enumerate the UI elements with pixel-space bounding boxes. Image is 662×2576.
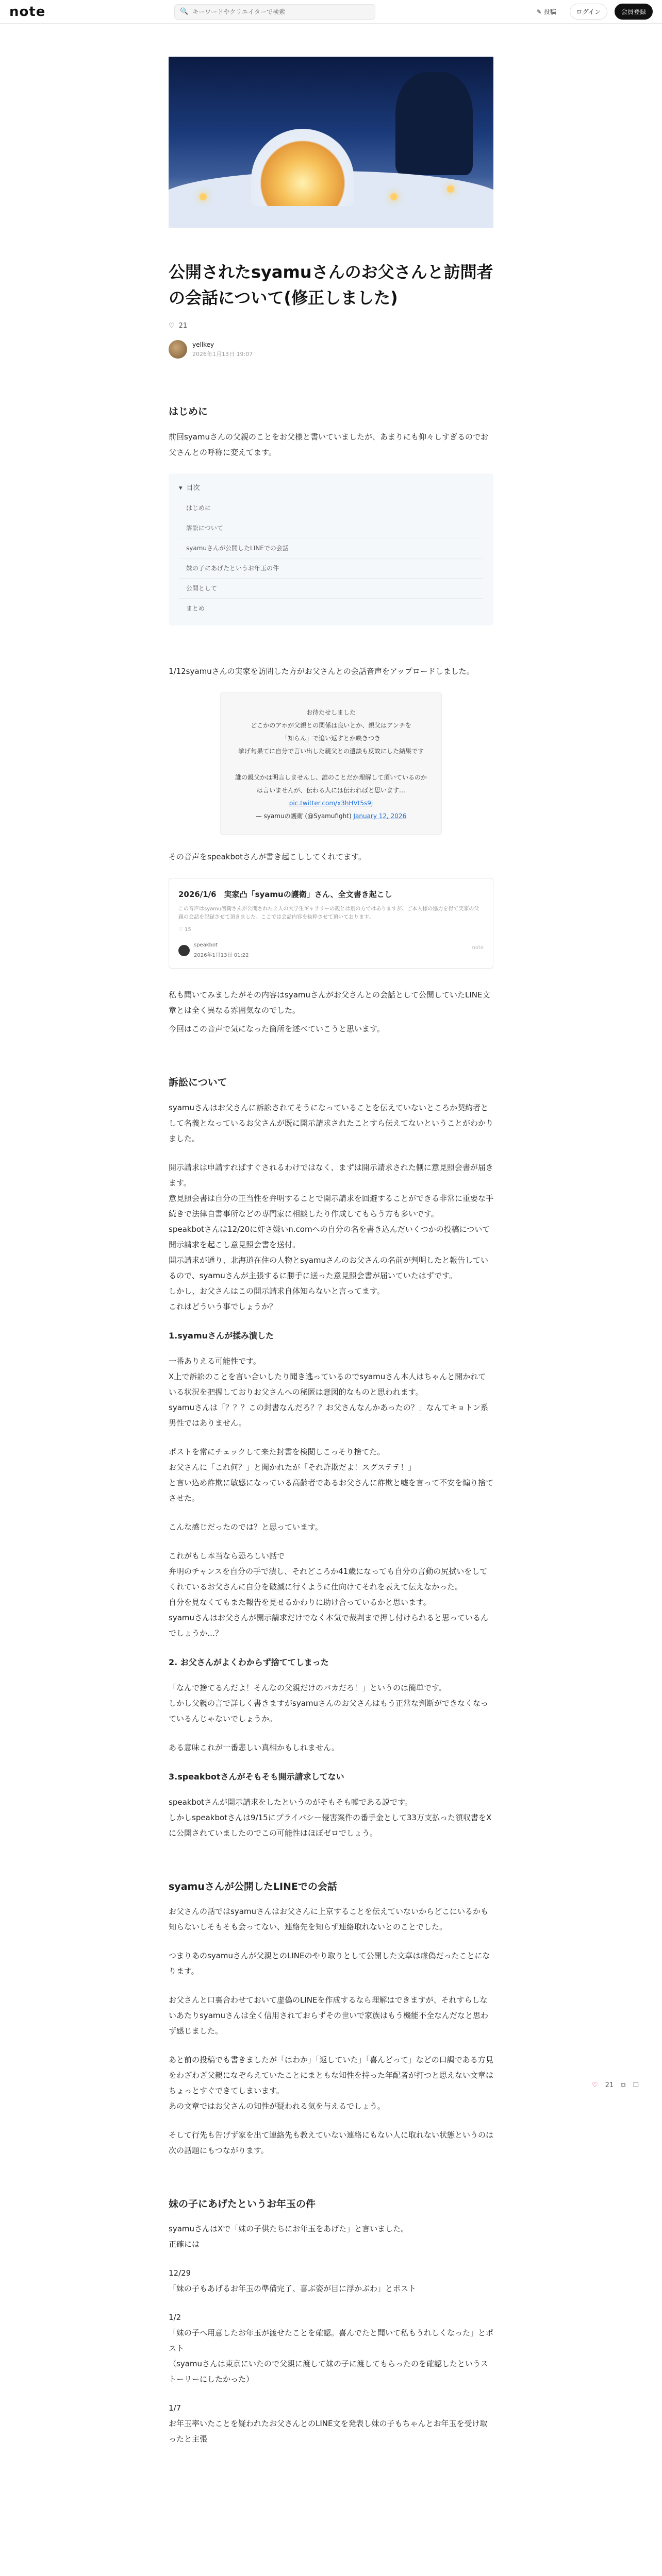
tree-shape <box>395 72 473 175</box>
section-intro <box>169 404 493 625</box>
embed-like-count: 15 <box>185 927 191 933</box>
paragraph: 開示請求が通り、北海道在住の人物とsyamuさんのお父さんの名前が判明したと報告しているので、syamuさんが主張するに勝手に送った意見照会書が届いていたはずです。 <box>169 1255 489 1280</box>
header-actions <box>531 4 653 20</box>
paragraph: お年玉率いたことを疑われたお父さんとのLINE文を発表し妹の子もちゃんとお年玉を受け取ったと主張 <box>169 2419 488 2444</box>
section-heading: はじめに <box>169 406 208 418</box>
table-of-contents <box>169 473 493 625</box>
paragraph: お父さんの話ではsyamuさんはお父さんに上京することを伝えていないからどこにいるかも知らないしそもそも会ってない、連絡先を知らず連絡取れないとのことでした。 <box>169 1907 489 1932</box>
paragraph: 12/29 <box>169 2268 191 2278</box>
tweet-line <box>234 758 428 771</box>
toc-item[interactable]: はじめに <box>179 498 483 518</box>
embed-likes <box>178 925 484 935</box>
tweet-title: お待たせしました <box>306 708 356 716</box>
paragraph: 「なんで捨てるんだよ！そんなの父親だけのバカだろ！」というのは簡単です。 <box>169 1683 446 1692</box>
paragraph: その音声をspeakbotさんが書き起こししてくれてます。 <box>169 852 366 862</box>
paragraph: あと前の投稿でも書きましたが「はわか」「返していた」「喜んどって」などの口調である方見をわざわざ父親になぞらえていたことにまともな知性を持った年配者が打つと思えない文章はちょっとすぐできてしまいます。 <box>169 2055 494 2096</box>
note-logo[interactable]: note <box>9 4 46 20</box>
paragraph: と言い込め詐欺に敏感になっている高齢者であるお父さんに詐欺と嘘を言って不安を煽り捨てさせた。 <box>169 1478 494 1503</box>
site-header <box>0 0 662 24</box>
paragraph: ポストを常にチェックして来た封書を検閲しこっそり捨てた。 <box>169 1447 385 1456</box>
embed-excerpt: この音声はsyamu護衛さんが公開された２人の大学生ギャラリーの親とは別の方ではありますが、ご本人様の協力を得て実家の父親の会話を記録させて頂きました。ここでは会話内容を抜粋させて頂いております。 <box>178 906 479 921</box>
paragraph: これはどういう事でしょうか？ <box>169 1301 277 1311</box>
paragraph: 意見照会書は自分の正当性を弁明することで開示請求を回避することができる非常に重要な手続きで法律自書事所などの専門家に相談したり作成してもらう方も多いです。 <box>169 1193 494 1218</box>
lamp-shape <box>200 193 207 200</box>
paragraph: syamuさんはお父さんに訴訟されてそうになっていることを伝えていないところか契約者として名義となっているお父さんが既に開示請求されたことすら伝えてないということがわかりました。 <box>169 1103 494 1143</box>
tweet-date[interactable]: January 12, 2026 <box>353 812 407 820</box>
paragraph: しかし父親の言で詳しく書きますがsyamuさんのお父さんはもう正常な判断ができなくなっているんじゃないでしょうか。 <box>169 1698 489 1723</box>
tweet-link[interactable]: pic.twitter.com/x3hHVt5s9j <box>289 799 373 807</box>
subsection-heading: 2. お父さんがよくわからず捨ててしまった <box>169 1657 329 1667</box>
paragraph: あの文章ではお父さんの知性が疑われる気を与えるでしょう。 <box>169 2102 385 2111</box>
article <box>169 57 493 2447</box>
paragraph: 1/12syamuさんの実家を訪問した方がお父さんとの会話音声をアップロードしました。 <box>169 666 474 676</box>
paragraph: syamuさんはXで「妹の子供たちにお年玉をあげた」と言いました。 <box>169 2224 409 2234</box>
toc-item[interactable]: まとめ <box>186 604 205 612</box>
embed-date: 2026年1月13日 01:22 <box>194 953 249 959</box>
toc-item[interactable]: 訴訟について <box>179 518 483 538</box>
section-heading: 訴訟について <box>169 1077 227 1089</box>
embed-author-name: speakbot <box>194 942 218 948</box>
login-button[interactable]: ログイン <box>570 4 607 20</box>
chevron-down-icon: ▾ <box>179 484 183 492</box>
embed-author[interactable] <box>178 940 249 961</box>
like-count: 21 <box>178 322 188 330</box>
section-audio <box>169 664 493 1037</box>
tweet-line: 「知らん」で追い返すとか喚きつき <box>281 734 380 742</box>
toc-toggle[interactable] <box>179 482 483 495</box>
paragraph: 一番ありえる可能性です。 <box>169 1356 261 1366</box>
toc-item[interactable]: 公開として <box>179 579 483 599</box>
section-line <box>169 1879 493 2158</box>
floating-actions <box>592 2081 639 2089</box>
paragraph: 私も聞いてみましたがその内容はsyamuさんがお父さんとの会話として公開していたLINE文章とは全く異なる雰囲気なのでした。 <box>169 990 490 1015</box>
tweet-line: 挙げ句果てに自分で言い出した親父との遺談も反故にした結果です <box>238 748 424 755</box>
article-likes[interactable] <box>169 322 493 330</box>
paragraph: そして行先も告げず家を出て連絡先も教えていない連絡にもない人に取れない状態というのは次の話題にもつながります。 <box>169 2130 494 2156</box>
paragraph: X上で訴訟のことを言い合いしたり聞き逃っているのでsyamuさん本人はちゃんと開かれている状況を把握しておりお父さんへの秘匿は意図的なものと思われます。 <box>169 1371 486 1397</box>
author-block[interactable] <box>169 340 493 359</box>
embedded-tweet[interactable] <box>220 692 442 835</box>
paragraph: これがもし本当なら恐ろしい話で <box>169 1551 285 1561</box>
search-input[interactable] <box>192 8 370 15</box>
lamp-shape <box>390 193 398 200</box>
embed-title[interactable]: 2026/1/6 実家凸「syamuの護衛」さん、全文書き起こし <box>178 890 392 900</box>
section-heading: 妹の子にあげたというお年玉の件 <box>169 2198 316 2210</box>
tweet-line: 誰の親父かは明言しませんし、誰のことだか理解して頂いているのかは言いませんが、伝わる人には伝わればと思います… <box>235 773 427 794</box>
paragraph: 「妹の子へ用意したお年玉が渡せたことを確認。喜んでたと聞いて私もうれしくなった」とポスト <box>169 2328 494 2353</box>
eyecatch-image <box>169 57 493 228</box>
paragraph: しかしspeakbotさんは9/15にプライバシー侵害案件の番手金として33万支払った領収書をXに公開されていましたのでこの可能性はほぼゼロでしょう。 <box>169 1812 492 1838</box>
toc-item[interactable]: syamuさんが公開したLINEでの会話 <box>179 538 483 558</box>
tweet-line: どこかのアホが父親との関係は良いとか、親父はアンチを <box>251 721 411 729</box>
bookmark-icon[interactable]: ☐ <box>633 2081 639 2089</box>
paragraph: （syamuさんは東京にいたので父親に渡して妹の子に渡してもらったのを確認したというストーリーにしたかった） <box>169 2359 489 2384</box>
paragraph: こんな感じだったのでは？と思っています。 <box>169 1522 323 1532</box>
toc-label: 目次 <box>186 484 200 492</box>
embedded-note-card[interactable] <box>169 878 493 969</box>
lamp-shape <box>447 185 454 193</box>
avatar[interactable] <box>169 340 187 359</box>
embed-footer <box>178 935 484 961</box>
paragraph: つまりあのsyamuさんが父親とのLINEのやり取りとして公開した文章は虚偽だったことになります。 <box>169 1951 490 1976</box>
post-label: 投稿 <box>543 8 556 15</box>
paragraph: 「妹の子もあげるお年玉の準備完了、喜ぶ姿が目に浮かぶわ」とポスト <box>169 2284 417 2294</box>
paragraph: ある意味これが一番悲しい真相かもしれません。 <box>169 1742 339 1752</box>
heart-icon[interactable]: ♡ <box>169 322 175 330</box>
article-title: 公開されたsyamuさんのお父さんと訪問者の会話について(修正しました) <box>169 262 493 308</box>
subsection-heading: 1.syamuさんが揉み潰した <box>169 1330 274 1341</box>
section-heading: syamuさんが公開したLINEでの会話 <box>169 1880 337 1892</box>
subsection-heading: 3.speakbotさんがそもそも開示請求してない <box>169 1771 344 1782</box>
floating-like-count: 21 <box>605 2081 614 2089</box>
author-name[interactable]: yellkey <box>192 341 214 348</box>
section-otoshidama <box>169 2196 493 2447</box>
section-lawsuit <box>169 1075 493 1840</box>
pencil-icon: ✎ <box>536 8 542 15</box>
paragraph: 自分を見なくてもまた報告を見せるかわりに助け合っているかと思います。 <box>169 1597 431 1607</box>
paragraph: 1/2 <box>169 2313 181 2323</box>
paragraph: syamuさんはお父さんが開示請求だけでなく本気で裁判まで押し付けられると思っているんでしょうか…？ <box>169 1613 489 1638</box>
paragraph: speakbotさんが開示請求をしたというのがそもそも嘘である説です。 <box>169 1797 412 1807</box>
toc-item[interactable]: 妹の子にあげたというお年玉の件 <box>179 558 483 579</box>
note-logo-small: note <box>472 945 484 951</box>
heart-icon: ♡ <box>178 927 183 933</box>
heart-icon[interactable]: ♡ <box>592 2081 598 2089</box>
share-icon[interactable]: ⧉ <box>621 2081 626 2089</box>
article-body <box>169 404 493 2447</box>
avatar <box>178 945 190 956</box>
paragraph: 開示請求は申請すればすぐされるわけではなく、まずは開示請求された側に意見照会書が届きます。 <box>169 1162 493 1188</box>
paragraph: 今回はこの音声で気になった箇所を述べていこうと思います。 <box>169 1024 385 1034</box>
search-box[interactable] <box>174 4 375 20</box>
paragraph: お父さんと口裏合わせておいて虚偽のLINEを作成するなら理解はできますが、それすらしないあたりsyamuさんは全く信用されておらずその世いで家族はもう機能不全なんだなと思わず感じました。 <box>169 1995 489 2036</box>
paragraph: お父さんに「これ何？」と聞かれたが「それ詐欺だよ！スグステテ！」 <box>169 1462 416 1472</box>
signup-button[interactable]: 会員登録 <box>615 4 653 20</box>
kamakura-shape <box>251 129 354 206</box>
tweet-author[interactable]: — syamuの護衛 (@Syamufight) <box>255 812 352 820</box>
paragraph: しかし、お父さんはこの開示請求自体知らないと言ってます。 <box>169 1286 385 1296</box>
post-button[interactable] <box>531 4 562 19</box>
search-icon: 🔍 <box>180 8 189 15</box>
publish-date: 2026年1月13日 19:07 <box>192 350 253 358</box>
paragraph: 1/7 <box>169 2403 181 2413</box>
paragraph: 正確には <box>169 2240 200 2249</box>
paragraph: 弁明のチャンスを自分の手で潰し、それどころか41歳になっても自分の言動の尻拭いをしてくれているお父さんに自分を破滅に行くように仕向けてそれを表えて伝えなかった。 <box>169 1566 488 1591</box>
paragraph: syamuさんは「？？？この封書なんだろ？？お父さんなんかあったの？」なんてキョトン系男性ではありません。 <box>169 1402 488 1428</box>
paragraph: 前回syamuさんの父親のことをお父様と書いていましたが、あまりにも仰々しすぎるのでお父さんとの呼称に変えてます。 <box>169 432 489 457</box>
paragraph: speakbotさんは12/20に奸さ嫌いn.comへの自分の名を書き込んだいくつかの投稿について開示請求を起こし意見照会書を送付。 <box>169 1224 490 1249</box>
